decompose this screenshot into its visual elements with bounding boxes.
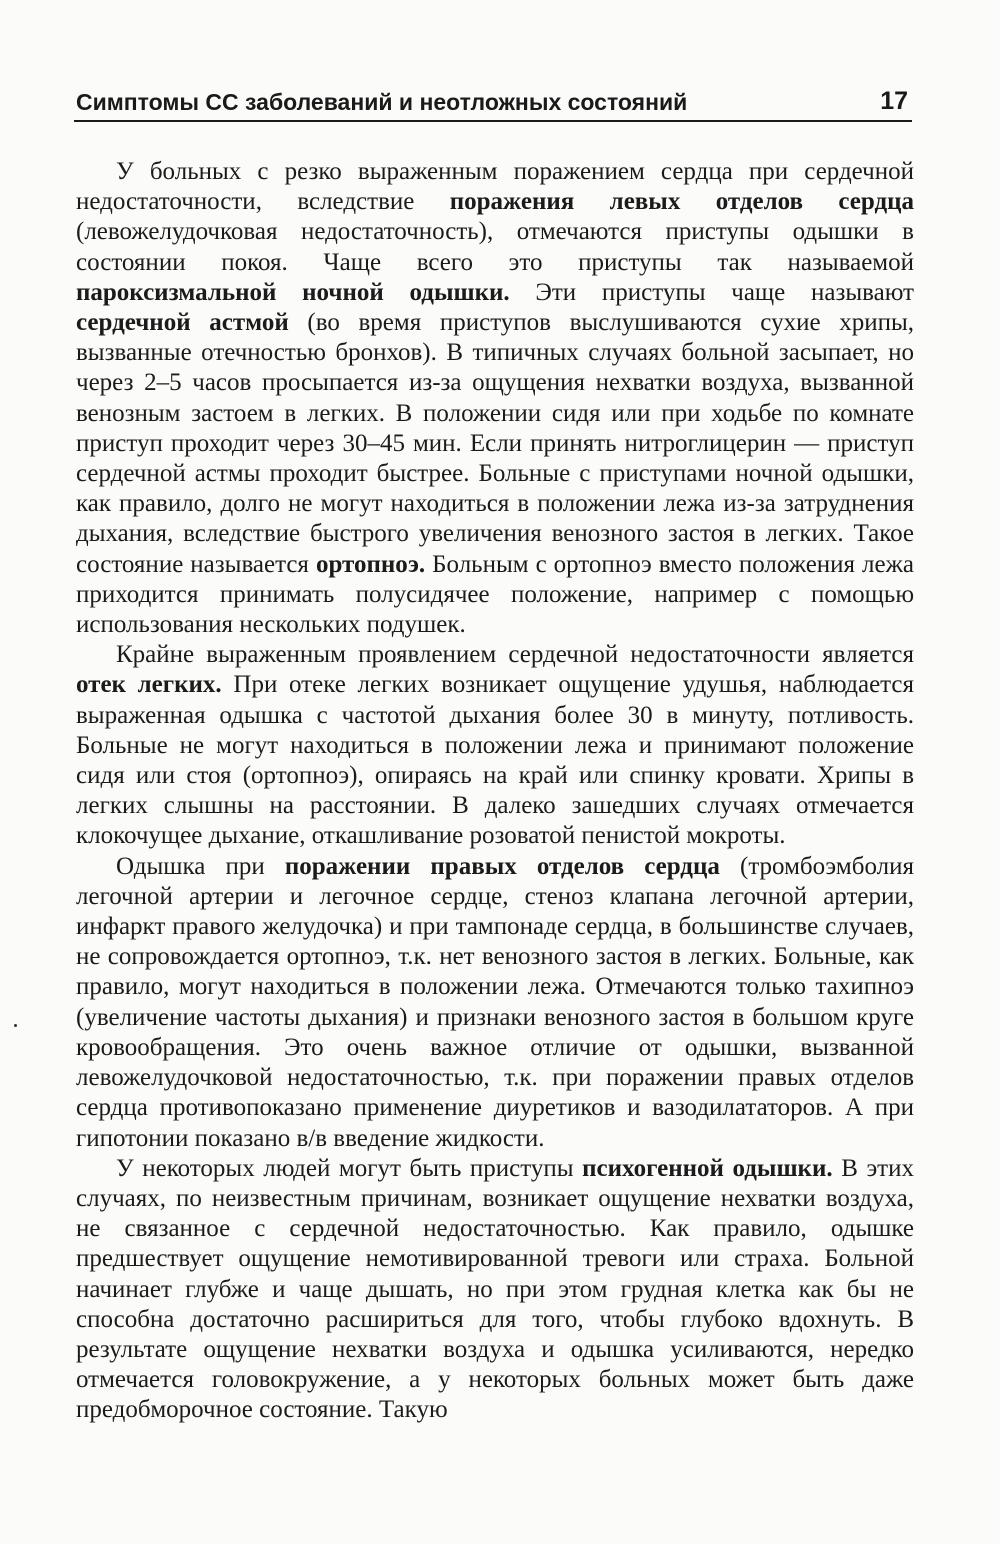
text-segment: (во время приступов выслушиваются сухие хрипы, вызванные отечностью бронхов). В типичных случаях больной засыпает, но через 2–5 часов просыпается из-за ощущения нехватки воздуха, вызванной венозным застоем в легких. В положении сидя или при ходьбе по комнате приступ проходит через 30–45 мин. Если принять нитроглицерин — приступ сердечной астмы проходит быстрее. Больные с приступами ночной одышки, как правило, долго не могут находиться в положении лежа из-за затруднения дыхания, вследствие быстрого увеличения венозного застоя в легких. Такое состояние называется: [76, 309, 914, 578]
page-number: 17: [880, 87, 908, 115]
paragraph-3: [76, 852, 914, 1154]
text-segment: При отеке легких возникает ощущение удушья, наблюдается выраженная одышка с частотой дыхания более 30 в минуту, потливость. Больные не могут находиться в положении лежа и принимают положение сидя или стоя (ортопноэ), опираясь на край или спинку кровати. Хрипы в легких слышны на расстоянии. В далеко зашедших случаях отмечается клокочущее дыхание, откашливание розоватой пенистой мокроты.: [76, 671, 915, 850]
scan-speck: [14, 1024, 17, 1027]
text-segment-bold: отек легких.: [76, 671, 222, 699]
text-segment: Больным с ортопноэ вместо положения лежа приходится принимать полусидячее положение, например с помощью использования нескольких подушек.: [76, 550, 914, 639]
text-segment: (левожелудочковая недостаточность), отмечаются приступы одышки в состоянии покоя. Чаще всего это приступы так называемой: [76, 218, 914, 276]
text-segment: Крайне выраженным проявлением сердечной недостаточности является: [116, 641, 914, 669]
paragraph-2: [76, 640, 914, 851]
text-segment: Одышка при: [116, 852, 285, 880]
text-segment-bold: пароксизмальной ночной одышки.: [76, 278, 510, 306]
text-segment: У больных с резко выраженным поражением сердца при сердечной недостаточности, вследствие: [76, 158, 914, 216]
text-segment: Эти приступы чаще называют: [509, 278, 914, 306]
header-title: Симптомы СС заболеваний и неотложных состояний: [76, 89, 688, 115]
text-segment: В этих случаях, по неизвестным причинам, возникает ощущение нехватки воздуха, не связанное с сердечной недостаточностью. Как правило, одышке предшествует ощущение немотивированной тревоги или страха. Больной начинает глубже и чаще дышать, но при этом грудная клетка как бы не способна достаточно расшириться для того, чтобы глубоко вдохнуть. В результате ощущение нехватки воздуха и одышка усиливаются, нередко отмечается головокружение, а у некоторых больных может быть даже предобморочное состояние. Такую: [76, 1154, 914, 1424]
text-segment-bold: поражения левых отделов сердца: [449, 188, 914, 216]
text-segment-bold: ортопноэ.: [315, 550, 426, 578]
text-segment-bold: поражении правых отделов сердца: [284, 852, 720, 880]
body-text: [76, 157, 914, 1426]
text-segment: (тромбоэмболия легочной артерии и легочное сердце, стеноз клапана легочной артерии, инфаркт правого желудочка) и при тампонаде сердца, в большинстве случаев, не сопровождается ортопноэ, т.к. нет венозного застоя в легких. Больные, как правило, могут находиться в положении лежа. Отмечаются только тахипноэ (увеличение частоты дыхания) и признаки венозного застоя в большом круге кровообращения. Это очень важное отличие от одышки, вызванной левожелудочковой недостаточностью, т.к. при поражении правых отделов сердца противопоказано применение диуретиков и вазодилататоров. А при гипотонии показано в/в введение жидкости.: [76, 852, 914, 1152]
paragraph-4: [76, 1154, 914, 1426]
text-segment-bold: сердечной астмой: [76, 309, 289, 337]
text-segment: У некоторых людей могут быть приступы: [116, 1154, 583, 1182]
paragraph-1: [76, 157, 914, 640]
running-header: [74, 80, 912, 122]
text-segment-bold: психогенной одышки.: [582, 1154, 833, 1182]
